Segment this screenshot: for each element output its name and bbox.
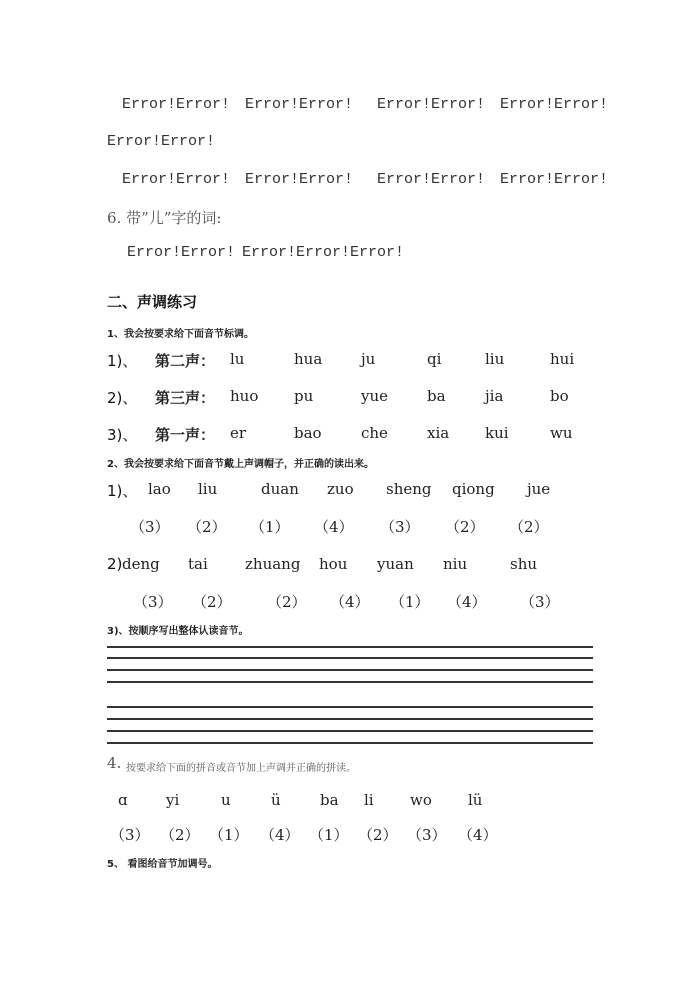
tone-number: （2） xyxy=(358,826,398,844)
writing-line[interactable] xyxy=(107,681,593,683)
syllable: hua xyxy=(294,350,323,368)
syllable: zuo xyxy=(327,480,354,498)
syllable: lü xyxy=(468,791,483,809)
tone-number: （2） xyxy=(445,518,485,536)
tone-number: （3） xyxy=(380,518,420,536)
syllable: wu xyxy=(550,424,573,442)
tone-number: （2） xyxy=(187,518,227,536)
tone-label: 第一声： xyxy=(155,426,216,444)
syllable: qiong xyxy=(452,480,495,498)
row-label: 1)、 xyxy=(107,352,138,370)
error-text: Error!Error! xyxy=(245,96,354,113)
tone-number: （2） xyxy=(267,593,307,611)
syllable: yi xyxy=(166,791,180,809)
syllable: sheng xyxy=(386,480,432,498)
tone-number: （3） xyxy=(110,826,150,844)
tone-number: （4） xyxy=(260,826,300,844)
item6-heading: 6. 带”儿”字的词: xyxy=(107,209,222,227)
syllable: bo xyxy=(550,387,569,405)
question-3-prompt: 3)、按顺序写出整体认读音节。 xyxy=(107,626,249,637)
tone-label: 第二声： xyxy=(155,352,216,370)
tone-number: （1） xyxy=(209,826,249,844)
syllable: lao xyxy=(148,480,171,498)
writing-line[interactable] xyxy=(107,718,593,720)
row-label: 1)、 xyxy=(107,482,138,500)
question-5-prompt: 5、 看图给音节加调号。 xyxy=(107,859,218,870)
tone-number: （3） xyxy=(407,826,447,844)
error-text: Error!Error!Error! xyxy=(242,244,405,261)
syllable: hou xyxy=(319,555,348,573)
syllable: deng xyxy=(122,555,160,573)
section-title: 二、声调练习 xyxy=(107,293,198,311)
syllable: jia xyxy=(485,387,504,405)
error-text: Error!Error! xyxy=(122,171,231,188)
tone-number: （4） xyxy=(330,593,370,611)
error-text: Error!Error! xyxy=(500,171,609,188)
error-text: Error!Error! xyxy=(245,171,354,188)
error-text: Error!Error! xyxy=(377,96,486,113)
syllable: duan xyxy=(261,480,299,498)
syllable: niu xyxy=(443,555,468,573)
row-label: 2)、 xyxy=(107,389,138,407)
syllable: yuan xyxy=(377,555,414,573)
tone-number: （1） xyxy=(390,593,430,611)
row-label: 3)、 xyxy=(107,426,138,444)
row-label: 2) xyxy=(107,555,123,573)
syllable: kui xyxy=(485,424,509,442)
tone-number: （2） xyxy=(160,826,200,844)
tone-number: （2） xyxy=(509,518,549,536)
tone-number: （4） xyxy=(447,593,487,611)
tone-number: （1） xyxy=(250,518,290,536)
syllable: pu xyxy=(294,387,314,405)
syllable: yue xyxy=(361,387,389,405)
syllable: huo xyxy=(230,387,259,405)
writing-line[interactable] xyxy=(107,657,593,659)
syllable: ɑ xyxy=(118,791,128,809)
syllable: u xyxy=(221,791,231,809)
tone-number: （4） xyxy=(458,826,498,844)
syllable: ba xyxy=(427,387,446,405)
syllable: ba xyxy=(320,791,339,809)
writing-line[interactable] xyxy=(107,730,593,732)
syllable: che xyxy=(361,424,388,442)
question-4-prompt: 按要求给下面的拼音或音节加上声调并正确的拼读。 xyxy=(126,763,356,774)
error-text: Error!Error! xyxy=(107,133,216,150)
syllable: jue xyxy=(527,480,551,498)
tone-number: （3） xyxy=(520,593,560,611)
question-4-number: 4. xyxy=(107,754,122,772)
writing-line[interactable] xyxy=(107,669,593,671)
tone-number: （3） xyxy=(133,593,173,611)
tone-label: 第三声： xyxy=(155,389,216,407)
tone-number: （3） xyxy=(130,518,170,536)
syllable: liu xyxy=(198,480,218,498)
syllable: tai xyxy=(188,555,208,573)
error-text: Error!Error! xyxy=(500,96,609,113)
writing-line[interactable] xyxy=(107,706,593,708)
error-text: Error!Error! xyxy=(127,244,236,261)
syllable: ju xyxy=(361,350,376,368)
syllable: wo xyxy=(410,791,432,809)
tone-number: （2） xyxy=(192,593,232,611)
syllable: shu xyxy=(510,555,538,573)
writing-line[interactable] xyxy=(107,646,593,648)
syllable: qi xyxy=(427,350,442,368)
error-text: Error!Error! xyxy=(122,96,231,113)
syllable: bao xyxy=(294,424,322,442)
syllable: li xyxy=(364,791,374,809)
tone-number: （4） xyxy=(314,518,354,536)
question-1-prompt: 1、我会按要求给下面音节标调。 xyxy=(107,329,254,340)
syllable: liu xyxy=(485,350,505,368)
tone-number: （1） xyxy=(309,826,349,844)
syllable: hui xyxy=(550,350,575,368)
syllable: xia xyxy=(427,424,450,442)
error-text: Error!Error! xyxy=(377,171,486,188)
syllable: lu xyxy=(230,350,245,368)
question-2-prompt: 2、我会按要求给下面音节戴上声调帽子，并正确的读出来。 xyxy=(107,459,374,470)
writing-line[interactable] xyxy=(107,742,593,744)
syllable: er xyxy=(230,424,247,442)
syllable: ü xyxy=(271,791,281,809)
syllable: zhuang xyxy=(245,555,301,573)
